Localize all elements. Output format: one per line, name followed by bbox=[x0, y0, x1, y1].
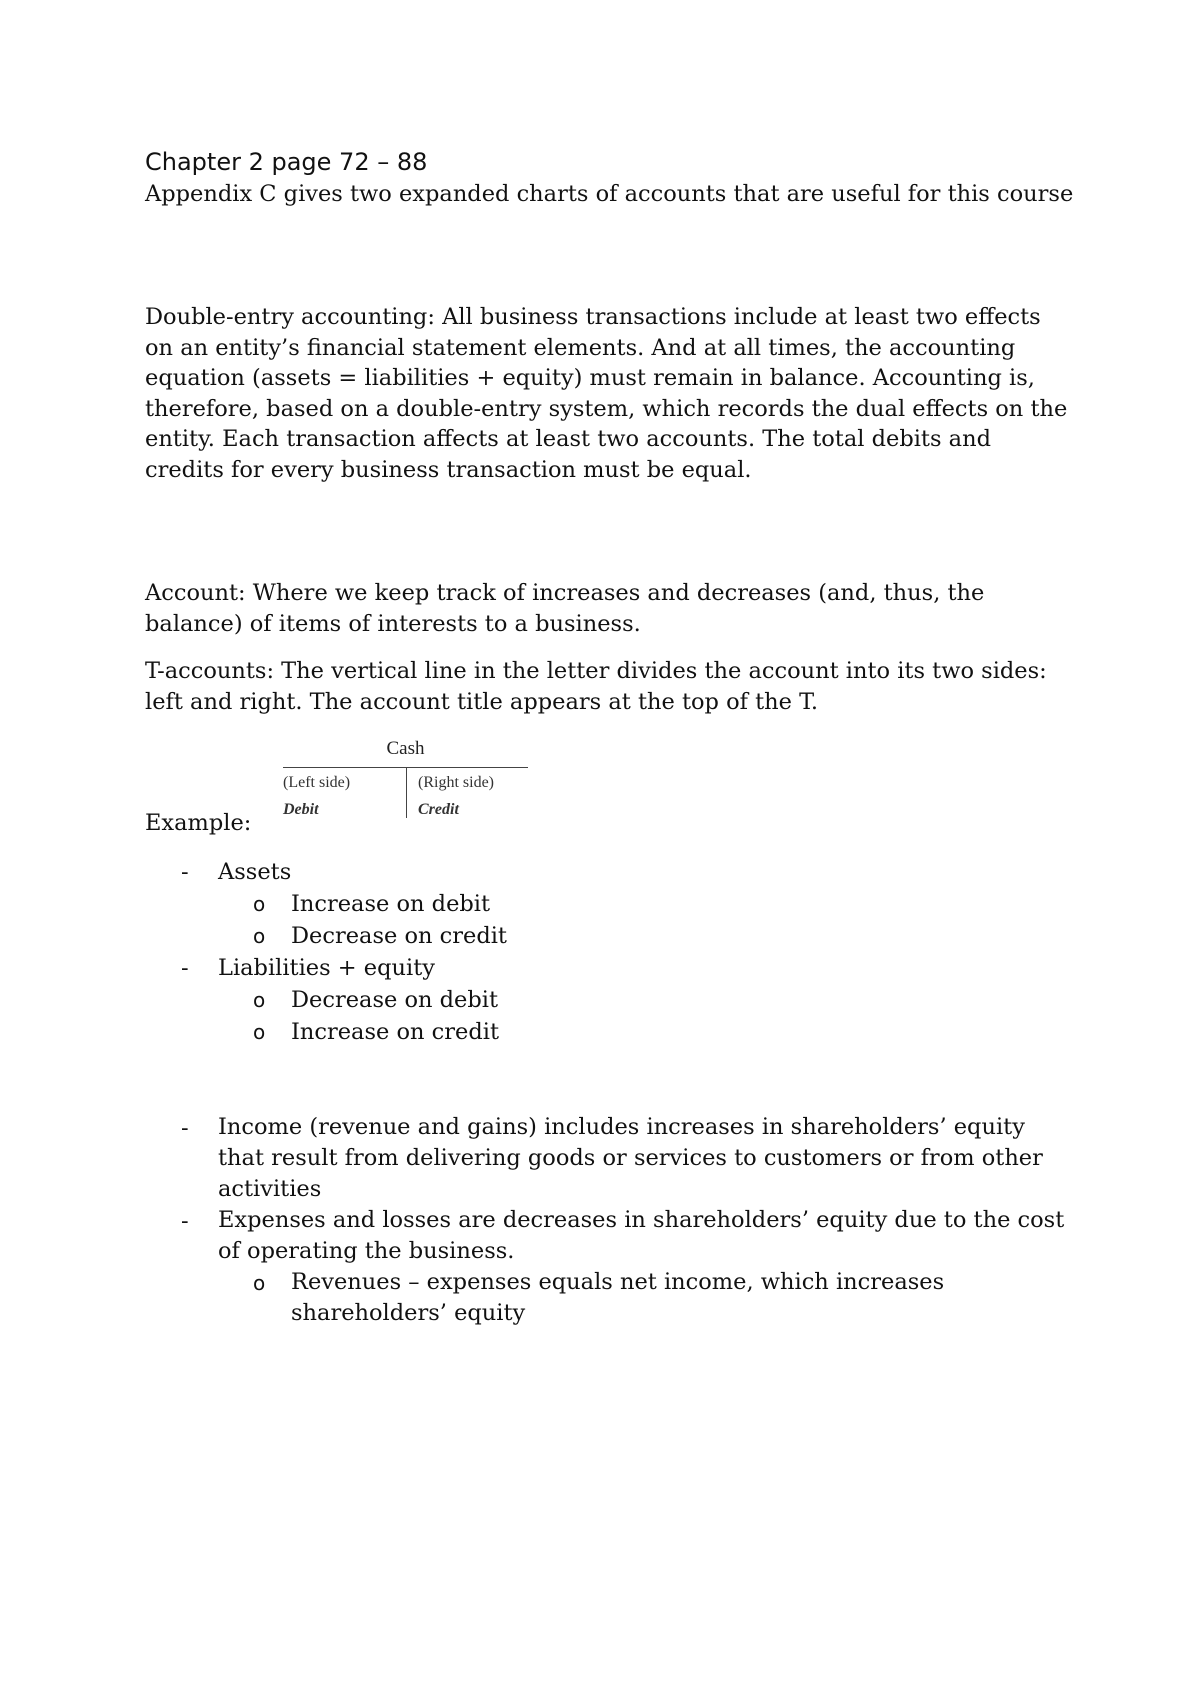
dash-bullet: - bbox=[181, 1208, 189, 1234]
list-item-assets bbox=[145, 856, 1075, 888]
t-account-figure bbox=[283, 738, 528, 828]
list-item-text: Liabilities + equity bbox=[218, 955, 435, 981]
list-item-text: Revenues – expenses equals net income, which increases shareholders’ equity bbox=[291, 1269, 945, 1326]
income-expenses-list bbox=[145, 1112, 1075, 1329]
t-account-vertical-line bbox=[406, 767, 407, 818]
list-item-income bbox=[145, 1112, 1075, 1205]
circle-bullet: o bbox=[253, 892, 266, 916]
double-entry-paragraph: Double-entry accounting: All business transactions include at least two effects on an entity’s financial statement elements. And at all times, the accounting equation (assets = liabilities + equity) must remain in balance. Accounting is, therefore, based on a double-entry system, which records the dual effects on the entity. Each transaction affects at least two accounts. The total debits and credits for every business transaction must be equal. bbox=[145, 304, 1068, 483]
t-account-title: Cash bbox=[386, 738, 425, 759]
list-item-text: Income (revenue and gains) includes increases in shareholders’ equity that result from delivering goods or services to customers or from other activities bbox=[218, 1114, 1043, 1202]
t-account-debit-label: Debit bbox=[283, 801, 319, 818]
example-label: Example: bbox=[145, 810, 252, 836]
list-item-text: Expenses and losses are decreases in shareholders’ equity due to the cost of operating the business. bbox=[218, 1207, 1065, 1264]
circle-bullet: o bbox=[253, 924, 266, 948]
sub-item-net-income bbox=[145, 1267, 1075, 1329]
list-item-text: Assets bbox=[218, 859, 292, 885]
dash-bullet: - bbox=[181, 1115, 189, 1141]
list-item-text: Decrease on debit bbox=[291, 987, 499, 1013]
account-paragraph: Account: Where we keep track of increases and decreases (and, thus, the balance) of items of interests to a business. bbox=[145, 580, 985, 637]
list-item-text: Decrease on credit bbox=[291, 923, 507, 949]
circle-bullet: o bbox=[253, 1271, 266, 1295]
sub-item-assets-increase bbox=[145, 888, 1075, 920]
t-accounts-paragraph: T-accounts: The vertical line in the letter divides the account into its two sides: left and right. The account title appears at the top of the T. bbox=[145, 658, 1047, 715]
sub-item-assets-decrease bbox=[145, 920, 1075, 952]
appendix-paragraph: Appendix C gives two expanded charts of accounts that are useful for this course bbox=[145, 181, 1074, 207]
t-account-credit-label: Credit bbox=[418, 801, 459, 818]
list-item-text: Increase on credit bbox=[291, 1019, 499, 1045]
dash-bullet: - bbox=[181, 955, 189, 981]
sub-item-liabilities-decrease bbox=[145, 984, 1075, 1016]
circle-bullet: o bbox=[253, 988, 266, 1012]
sub-item-liabilities-increase bbox=[145, 1016, 1075, 1048]
list-item-text: Increase on debit bbox=[291, 891, 491, 917]
t-account-left-side-label: (Left side) bbox=[283, 774, 351, 791]
list-item-liabilities-equity bbox=[145, 952, 1075, 984]
t-account-right-side-label: (Right side) bbox=[418, 774, 494, 791]
chapter-heading: Chapter 2 page 72 – 88 bbox=[145, 148, 428, 176]
dash-bullet: - bbox=[181, 859, 189, 885]
list-item-expenses bbox=[145, 1205, 1075, 1267]
circle-bullet: o bbox=[253, 1020, 266, 1044]
debit-credit-rules-list bbox=[145, 856, 1075, 1048]
